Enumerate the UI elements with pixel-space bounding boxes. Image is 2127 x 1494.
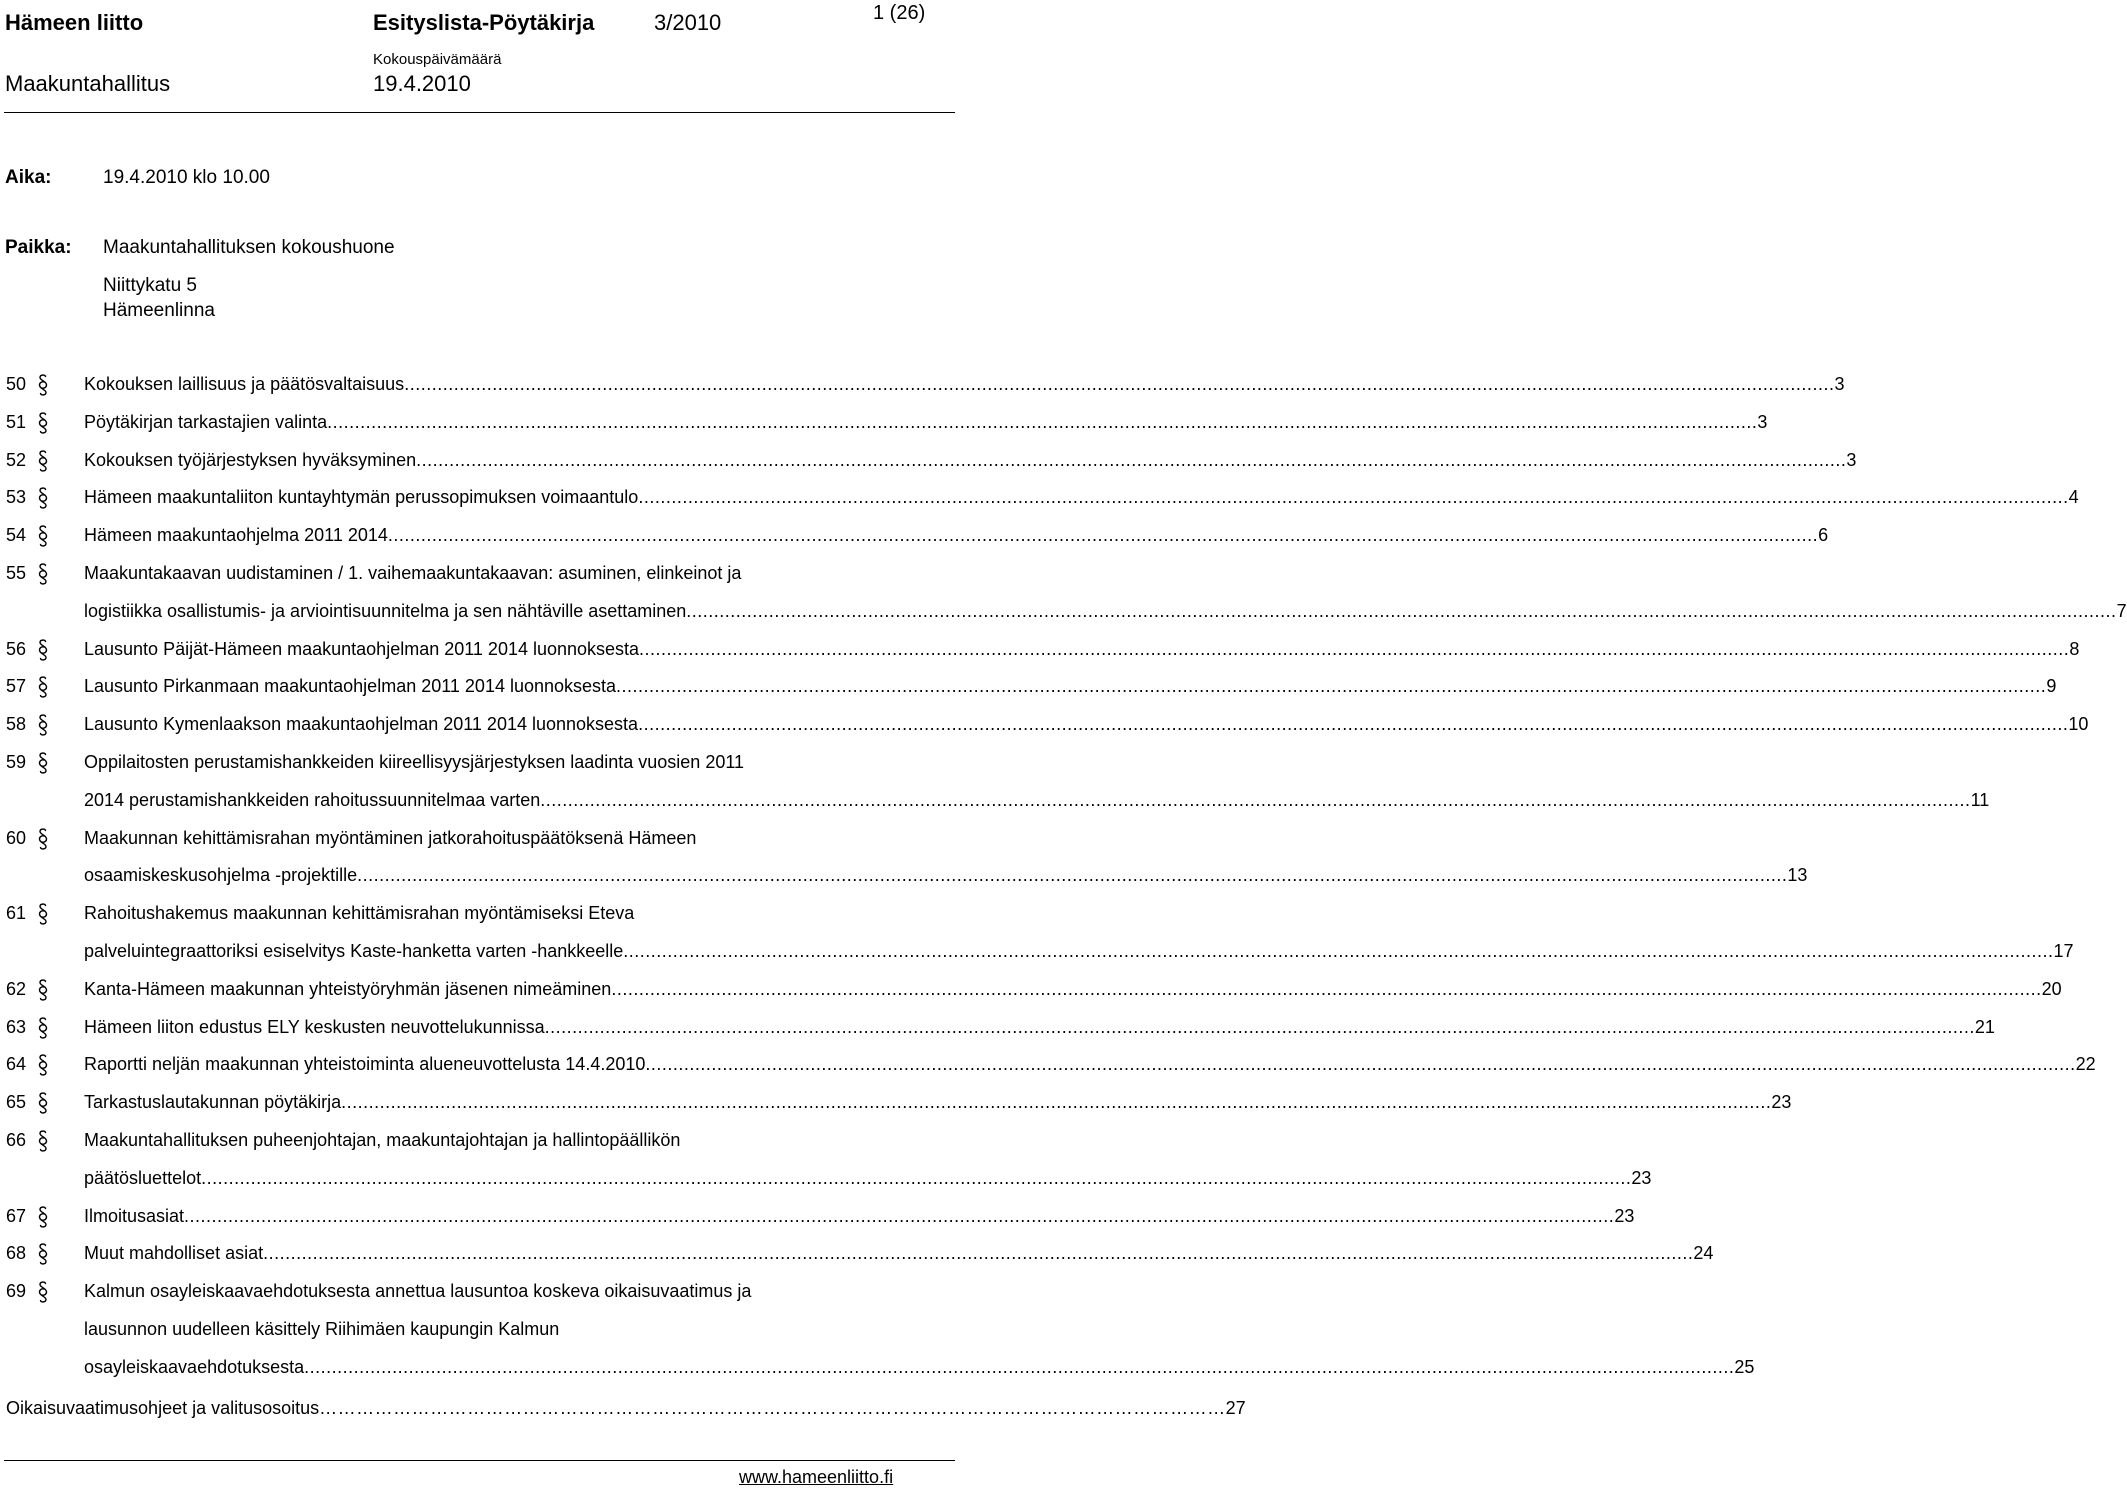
leader-dots: .................................................................................................................................................................................................................................................................... (357, 865, 1788, 886)
section-sign-icon (36, 902, 50, 926)
meeting-date: 19.4.2010 (373, 71, 471, 96)
toc-item-title: Maakuntahallituksen puheenjohtajan, maakuntajohtajan ja hallintopäällikön (84, 1130, 681, 1150)
toc-item-title: Rahoitushakemus maakunnan kehittämisrahan myöntämiseksi Eteva (84, 903, 635, 924)
toc-item-title: Maakuntakaavan uudistaminen / 1. vaihemaakuntakaavan: asuminen, elinkeinot ja (84, 563, 742, 583)
leader-dots: ………………………………………………………………………………………………………………………………… (319, 1398, 1226, 1418)
leader-dots: .................................................................................................................................................................................................................................................................... (263, 1243, 1694, 1264)
toc-item-title: logistiikka osallistumis- ja arviointisuunnitelma ja sen nähtäville asettaminen (84, 600, 687, 621)
leader-dots: .................................................................................................................................................................................................................................................................... (387, 525, 1819, 546)
doc-number: 3/2010 (654, 10, 722, 35)
page-number: 1 (26) (873, 2, 926, 24)
section-sign-icon (36, 675, 50, 699)
leader-dots: .................................................................................................................................................................................................................................................................... (638, 714, 2069, 735)
section-sign-icon (36, 562, 50, 586)
toc-item-number: 59 (6, 752, 27, 772)
toc-item-title: Kokouksen työjärjestyksen hyväksyminen (84, 449, 417, 470)
toc-item-page: 3 (1834, 374, 1845, 394)
toc-item-title: Hämeen maakuntaohjelma 2011 2014 (84, 525, 388, 546)
place-label: Paikka: (5, 237, 72, 258)
toc-item-title: Pöytäkirjan tarkastajien valinta (84, 411, 328, 432)
section-sign-icon (36, 1016, 50, 1040)
appendix-title: Oikaisuvaatimusohjeet ja valitusosoitus (6, 1398, 320, 1418)
website-link[interactable]: www.hameenliitto.fi (739, 1467, 894, 1487)
section-sign-icon (36, 486, 50, 510)
toc-item-title: Maakunnan kehittämisrahan myöntäminen jatkorahoituspäätöksenä Hämeen (84, 827, 697, 848)
toc-item-number: 51 (6, 411, 27, 432)
toc-item-page: 23 (1614, 1205, 1635, 1226)
leader-dots: .................................................................................................................................................................................................................................................................... (645, 1054, 2076, 1075)
toc-item-title: Oppilaitosten perustamishankkeiden kiireellisyysjärjestyksen laadinta vuosien 2011 (84, 752, 745, 772)
toc-item-title: lausunnon uudelleen käsittely Riihimäen kaupungin Kalmun (84, 1318, 560, 1339)
toc-item-page: 24 (1693, 1243, 1714, 1264)
toc-item-title: Lausunto Päijät-Hämeen maakuntaohjelman 2011 2014 luonnoksesta (84, 638, 640, 659)
toc-item-page: 11 (1970, 789, 1990, 810)
toc-item-page: 23 (1771, 1092, 1792, 1113)
leader-dots: .................................................................................................................................................................................................................................................................... (304, 1356, 1735, 1377)
toc-item-page: 9 (2046, 676, 2057, 697)
toc-item-title: Muut mahdolliset asiat (84, 1243, 264, 1264)
appendix-page: 27 (1225, 1398, 1246, 1418)
time-label: Aika: (5, 167, 52, 188)
toc-item-page: 23 (1631, 1167, 1652, 1188)
toc-item-number: 66 (6, 1130, 27, 1150)
leader-dots: .................................................................................................................................................................................................................................................................... (611, 978, 2042, 999)
section-sign-icon (36, 1280, 50, 1304)
toc-item-page: 8 (2069, 638, 2080, 659)
toc-item-number: 69 (6, 1281, 27, 1302)
section-sign-icon (36, 1091, 50, 1115)
toc-item-number: 58 (6, 714, 27, 735)
section-sign-icon (36, 1053, 50, 1077)
toc-item-number: 63 (6, 1016, 27, 1037)
body-name: Maakuntahallitus (5, 71, 171, 96)
toc-item-number: 53 (6, 487, 27, 508)
section-sign-icon (36, 449, 50, 473)
leader-dots: .................................................................................................................................................................................................................................................................... (638, 487, 2069, 508)
section-sign-icon (36, 713, 50, 737)
toc-item-title: palveluintegraattoriksi esiselvitys Kaste-hanketta varten -hankkeelle (84, 940, 624, 961)
leader-dots: .................................................................................................................................................................................................................................................................... (623, 940, 2054, 961)
toc-item-page: 21 (1974, 1016, 1995, 1037)
toc-item-page: 7 (2116, 600, 2127, 621)
leader-dots: .................................................................................................................................................................................................................................................................... (540, 789, 1971, 810)
section-sign-icon (36, 1205, 50, 1229)
toc-item-page: 22 (2075, 1054, 2096, 1075)
toc-item-number: 52 (6, 449, 27, 470)
section-sign-icon (36, 373, 50, 397)
toc-item-number: 60 (6, 827, 27, 848)
toc-item-title: Kokouksen laillisuus ja päätösvaltaisuus (84, 374, 405, 394)
toc-item-title: Lausunto Pirkanmaan maakuntaohjelman 2011 2014 luonnoksesta (84, 676, 617, 697)
time-value: 19.4.2010 klo 10.00 (103, 167, 270, 188)
leader-dots: .................................................................................................................................................................................................................................................................... (341, 1092, 1772, 1113)
toc-item-number: 68 (6, 1243, 27, 1264)
section-sign-icon (36, 638, 50, 662)
toc-item-number: 50 (6, 374, 27, 394)
section-sign-icon (36, 751, 50, 775)
leader-dots: .................................................................................................................................................................................................................................................................... (201, 1167, 1632, 1188)
header-rule (4, 112, 955, 113)
section-sign-icon (36, 978, 50, 1002)
toc-item-title: osayleiskaavaehdotuksesta (84, 1356, 305, 1377)
toc-item-title: Ilmoitusasiat (84, 1205, 185, 1226)
toc-item-number: 56 (6, 638, 27, 659)
toc-item-number: 64 (6, 1054, 27, 1075)
footer-rule (4, 1460, 955, 1461)
toc-item-page: 25 (1734, 1356, 1755, 1377)
section-sign-icon (36, 411, 50, 435)
toc-item-title: Kanta-Hämeen maakunnan yhteistyöryhmän jäsenen nimeäminen (84, 978, 612, 999)
leader-dots: .................................................................................................................................................................................................................................................................... (327, 411, 1758, 432)
place-line-3: Hämeenlinna (103, 300, 215, 321)
section-sign-icon (36, 1242, 50, 1266)
toc-item-number: 54 (6, 525, 27, 546)
date-label: Kokouspäivämäärä (373, 51, 502, 68)
place-line-2: Niittykatu 5 (103, 275, 197, 296)
toc-item-page: 10 (2068, 714, 2089, 735)
toc-item-title: Kalmun osayleiskaavaehdotuksesta annettua lausuntoa koskeva oikaisuvaatimus ja (84, 1281, 752, 1302)
section-sign-icon (36, 524, 50, 548)
toc-item-page: 6 (1818, 525, 1829, 546)
toc-item-title: Raportti neljän maakunnan yhteistoiminta alueneuvottelusta 14.4.2010 (84, 1054, 646, 1075)
toc-item-title: Lausunto Kymenlaakson maakuntaohjelman 2011 2014 luonnoksesta (84, 714, 639, 735)
leader-dots: .................................................................................................................................................................................................................................................................... (639, 638, 2070, 659)
section-sign-icon (36, 827, 50, 851)
toc-item-page: 3 (1757, 411, 1768, 432)
toc-item-title: päätösluettelot (84, 1167, 202, 1188)
toc-item-page: 13 (1787, 865, 1808, 886)
place-line-1: Maakuntahallituksen kokoushuone (103, 237, 395, 258)
toc-item-number: 65 (6, 1092, 27, 1113)
leader-dots: .................................................................................................................................................................................................................................................................... (616, 676, 2047, 697)
toc-item-number: 55 (6, 563, 27, 583)
leader-dots: .................................................................................................................................................................................................................................................................... (686, 600, 2117, 621)
toc-item-title: Hämeen maakuntaliiton kuntayhtymän perussopimuksen voimaantulo (84, 487, 639, 508)
toc-item-number: 57 (6, 676, 27, 697)
toc-item-page: 3 (1846, 449, 1857, 470)
leader-dots: .................................................................................................................................................................................................................................................................... (404, 374, 1835, 394)
toc-item-title: Hämeen liiton edustus ELY keskusten neuvottelukunnissa (84, 1016, 545, 1037)
section-sign-icon (36, 1129, 50, 1153)
toc-item-number: 61 (6, 903, 27, 924)
toc-item-page: 4 (2068, 487, 2079, 508)
toc-item-title: osaamiskeskusohjelma -projektille (84, 865, 358, 886)
org-name: Hämeen liitto (5, 10, 144, 35)
toc-item-title: Tarkastuslautakunnan pöytäkirja (84, 1092, 342, 1113)
leader-dots: .................................................................................................................................................................................................................................................................... (544, 1016, 1975, 1037)
toc-item-page: 20 (2041, 978, 2062, 999)
toc-item-title: 2014 perustamishankkeiden rahoitussuunnitelmaa varten (84, 789, 541, 810)
leader-dots: .................................................................................................................................................................................................................................................................... (184, 1205, 1615, 1226)
toc-item-page: 17 (2053, 940, 2074, 961)
toc-item-number: 62 (6, 978, 27, 999)
leader-dots: .................................................................................................................................................................................................................................................................... (416, 449, 1847, 470)
doc-type: Esityslista-Pöytäkirja (373, 10, 595, 35)
toc-item-number: 67 (6, 1205, 27, 1226)
